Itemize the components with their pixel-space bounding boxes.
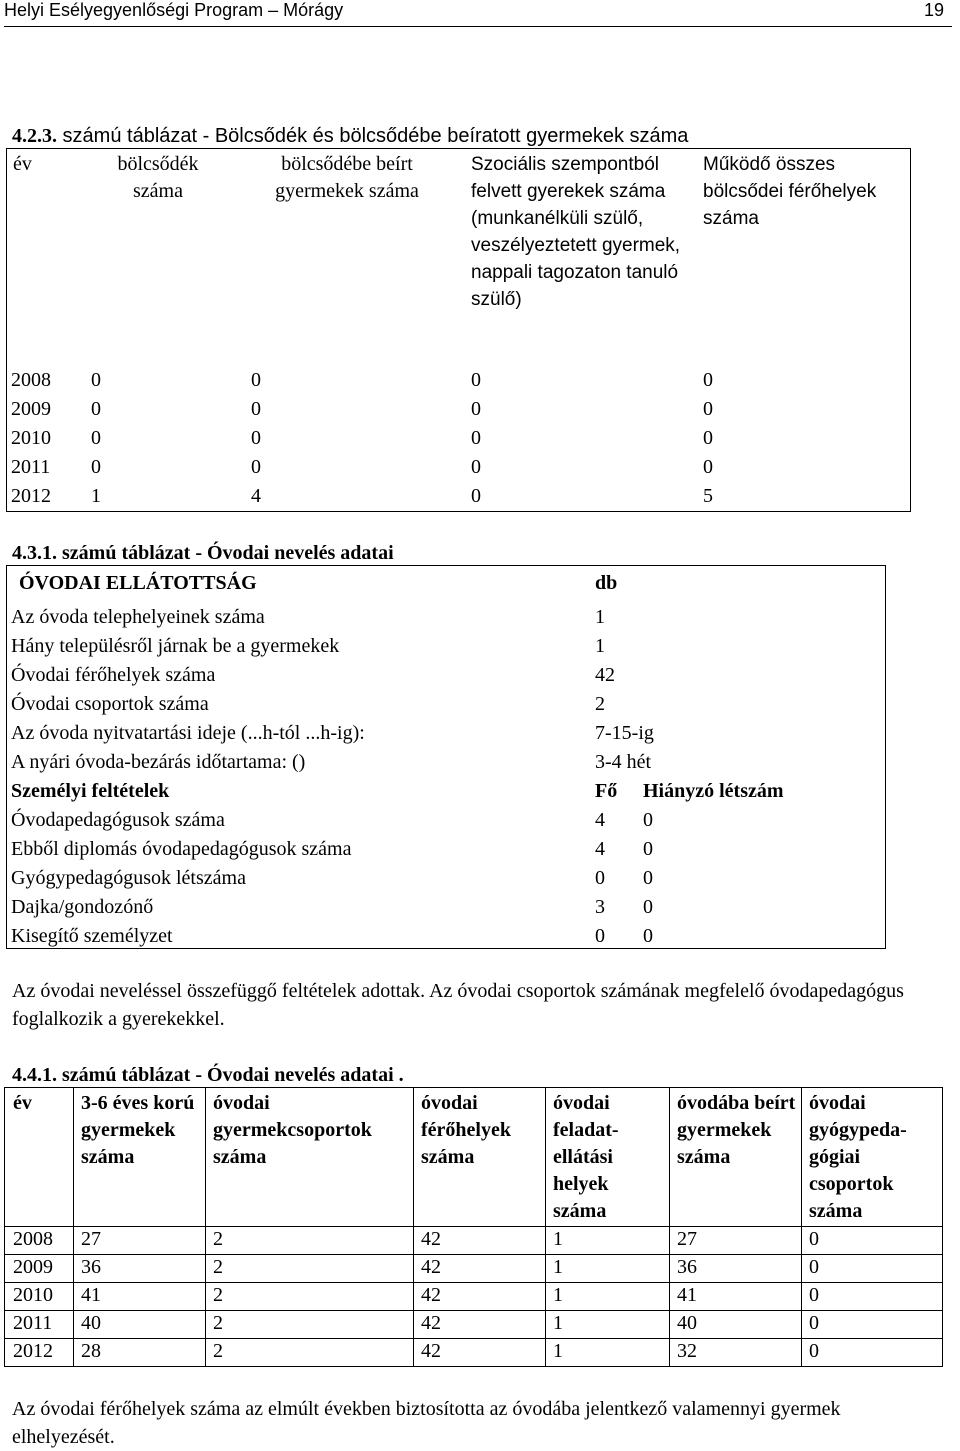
- table2-row-value: 1: [595, 635, 605, 657]
- table2-row-value: 3-4 hét: [595, 751, 652, 773]
- table1-cell: 0: [251, 369, 261, 391]
- table2-row-value: 1: [595, 606, 605, 628]
- table3-cell-year: 2010: [13, 1284, 53, 1306]
- table3-cell: 0: [809, 1312, 819, 1334]
- table3-cell: 1: [553, 1312, 563, 1334]
- table2-staff-missing: 0: [643, 867, 653, 889]
- table2-row-label: Hány településről járnak be a gyermekek: [11, 635, 340, 657]
- table3-row-divider: [5, 1226, 942, 1227]
- table1: [6, 148, 911, 512]
- table3-column-divider: [73, 1088, 74, 1366]
- table2-staff-count: 3: [595, 896, 605, 918]
- table3-column-divider: [801, 1088, 802, 1366]
- table3-cell: 0: [809, 1340, 819, 1362]
- table1-header-nurseries: bölcsődék száma: [117, 153, 199, 202]
- header-title: Helyi Esélyegyenlőségi Program – Mórágy: [4, 0, 344, 20]
- table1-header-social: Szociális szempontból felvett gyerekek száma (munkanélküli szülő, veszélyeztetett gyermek, nappali tagozaton tanuló szülő): [471, 154, 681, 310]
- table2-row-value: 7-15-ig: [595, 722, 654, 744]
- table3-cell: 2: [213, 1256, 223, 1278]
- table3-cell: 40: [677, 1312, 697, 1334]
- table2-staff-label: Gyógypedagógusok létszáma: [11, 867, 246, 889]
- table3-row-divider: [5, 1338, 942, 1339]
- table3-cell: 1: [553, 1228, 563, 1250]
- table2-title: 4.3.1. számú táblázat - Óvodai nevelés adatai: [12, 542, 394, 564]
- table1-cell: 0: [471, 427, 481, 449]
- table3-cell: 2: [213, 1284, 223, 1306]
- table1-cell: 0: [91, 398, 101, 420]
- table2-row-label: Óvodai férőhelyek száma: [11, 664, 216, 686]
- table3-row-divider: [5, 1254, 942, 1255]
- table3-cell: 41: [81, 1284, 101, 1306]
- table2-staff-missing-header: Hiányzó létszám: [643, 780, 784, 802]
- table1-cell: 1: [91, 485, 101, 507]
- table2-header-db: db: [595, 572, 618, 594]
- table3-cell-year: 2008: [13, 1228, 53, 1250]
- page-number: 19: [923, 0, 944, 20]
- table3-cell-year: 2011: [13, 1312, 53, 1334]
- table3-column-divider: [545, 1088, 546, 1366]
- table1-cell: 0: [471, 485, 481, 507]
- table3-cell: 42: [421, 1284, 441, 1306]
- table3-cell: 40: [81, 1312, 101, 1334]
- table1-header-capacity: Működő összes bölcsődei férőhelyek száma: [703, 154, 877, 229]
- table1-cell-year: 2008: [11, 369, 51, 391]
- table1-cell: 4: [251, 485, 261, 507]
- table3-cell: 1: [553, 1256, 563, 1278]
- table2-staff-count: 0: [595, 867, 605, 889]
- table1-header-year: év: [13, 153, 32, 175]
- table3-header-cell: óvodai férőhelyek száma: [421, 1092, 511, 1168]
- table2-row-label: Az óvoda nyitvatartási ideje (...h-tól ...h-ig):: [11, 722, 365, 744]
- table1-cell: 0: [703, 369, 713, 391]
- table2-staff-missing: 0: [643, 838, 653, 860]
- table1-cell-year: 2009: [11, 398, 51, 420]
- table1-cell: 0: [471, 369, 481, 391]
- table3-cell: 2: [213, 1340, 223, 1362]
- table1-cell: 0: [251, 456, 261, 478]
- table2-staff-label: Ebből diplomás óvodapedagógusok száma: [11, 838, 352, 860]
- table3-title: 4.4.1. számú táblázat - Óvodai nevelés adatai .: [12, 1064, 404, 1086]
- table3-cell: 42: [421, 1312, 441, 1334]
- table2: [6, 565, 886, 949]
- table1-cell: 0: [703, 398, 713, 420]
- table3-cell: 2: [213, 1228, 223, 1250]
- table1-cell: 0: [703, 427, 713, 449]
- table3-cell-year: 2009: [13, 1256, 53, 1278]
- table2-staff-count: 0: [595, 925, 605, 947]
- table3: [4, 1087, 943, 1367]
- table2-staff-count: 4: [595, 838, 605, 860]
- table3-cell: 41: [677, 1284, 697, 1306]
- table2-staff-label: Dajka/gondozónő: [11, 896, 154, 918]
- table1-header-enrolled: bölcsődébe beírt gyermekek száma: [275, 153, 419, 202]
- table3-column-divider: [205, 1088, 206, 1366]
- table1-cell: 5: [703, 485, 713, 507]
- table3-header-cell: óvodai gyermekcsoportok száma: [213, 1092, 372, 1168]
- table3-cell: 36: [677, 1256, 697, 1278]
- table2-staff-header: Személyi feltételek: [11, 780, 170, 802]
- table1-cell-year: 2012: [11, 485, 51, 507]
- table3-row-divider: [5, 1310, 942, 1311]
- table3-cell: 27: [81, 1228, 101, 1250]
- table1-cell: 0: [91, 369, 101, 391]
- table2-header-label: ÓVODAI ELLÁTOTTSÁG: [19, 572, 257, 594]
- paragraph-conditions: Az óvodai neveléssel összefüggő feltételek adottak. Az óvodai csoportok számának megfelelő óvodapedagógus foglalkozik a gyerekekkel.: [12, 980, 904, 1030]
- table1-cell: 0: [251, 427, 261, 449]
- table2-staff-missing: 0: [643, 809, 653, 831]
- table2-staff-count-header: Fő: [595, 780, 618, 802]
- table2-row-label: Az óvoda telephelyeinek száma: [11, 606, 265, 628]
- table2-staff-count: 4: [595, 809, 605, 831]
- paragraph-capacity: Az óvodai férőhelyek száma az elmúlt években biztosította az óvodába jelentkező valamennyi gyermek elhelyezését.: [12, 1398, 841, 1448]
- table3-cell: 2: [213, 1312, 223, 1334]
- table1-title-text: számú táblázat - Bölcsődék és bölcsődébe beíratott gyermekek száma: [57, 125, 689, 147]
- table3-cell: 42: [421, 1228, 441, 1250]
- table3-header-cell: 3-6 éves korú gyermekek száma: [81, 1092, 195, 1168]
- table1-cell: 0: [91, 427, 101, 449]
- table3-cell: 1: [553, 1284, 563, 1306]
- table1-cell: 0: [251, 398, 261, 420]
- table1-cell-year: 2010: [11, 427, 51, 449]
- table2-row-value: 2: [595, 693, 605, 715]
- table1-cell-year: 2011: [11, 456, 51, 478]
- table3-cell: 1: [553, 1340, 563, 1362]
- table3-cell: 0: [809, 1228, 819, 1250]
- table2-row-value: 42: [595, 664, 615, 686]
- table2-row-label: A nyári óvoda-bezárás időtartama: (): [11, 751, 306, 773]
- table3-column-divider: [413, 1088, 414, 1366]
- page-header: [4, 0, 952, 27]
- table1-cell: 0: [471, 456, 481, 478]
- table3-header-cell: óvodai gyógypeda-gógiai csoportok száma: [809, 1092, 907, 1222]
- table3-cell: 0: [809, 1256, 819, 1278]
- table2-staff-missing: 0: [643, 896, 653, 918]
- table3-row-divider: [5, 1282, 942, 1283]
- table2-staff-label: Kisegítő személyzet: [11, 925, 173, 947]
- table2-staff-label: Óvodapedagógusok száma: [11, 809, 225, 831]
- table2-row-label: Óvodai csoportok száma: [11, 693, 209, 715]
- table3-cell: 27: [677, 1228, 697, 1250]
- table1-cell: 0: [91, 456, 101, 478]
- table1-title: [12, 124, 688, 148]
- table1-title-number: 4.2.3.: [12, 125, 57, 147]
- table3-cell: 32: [677, 1340, 697, 1362]
- table3-cell: 28: [81, 1340, 101, 1362]
- table3-cell: 36: [81, 1256, 101, 1278]
- table3-cell: 0: [809, 1284, 819, 1306]
- table2-staff-missing: 0: [643, 925, 653, 947]
- table3-header-cell: óvodai feladat-ellátási helyek száma: [553, 1092, 619, 1222]
- table3-cell: 42: [421, 1256, 441, 1278]
- table1-cell: 0: [703, 456, 713, 478]
- table3-header-cell: év: [13, 1092, 32, 1114]
- table1-cell: 0: [471, 398, 481, 420]
- table3-cell: 42: [421, 1340, 441, 1362]
- table3-header-cell: óvodába beírt gyermekek száma: [677, 1092, 796, 1168]
- table3-cell-year: 2012: [13, 1340, 53, 1362]
- table3-column-divider: [669, 1088, 670, 1366]
- table3-grid: [5, 1088, 942, 1366]
